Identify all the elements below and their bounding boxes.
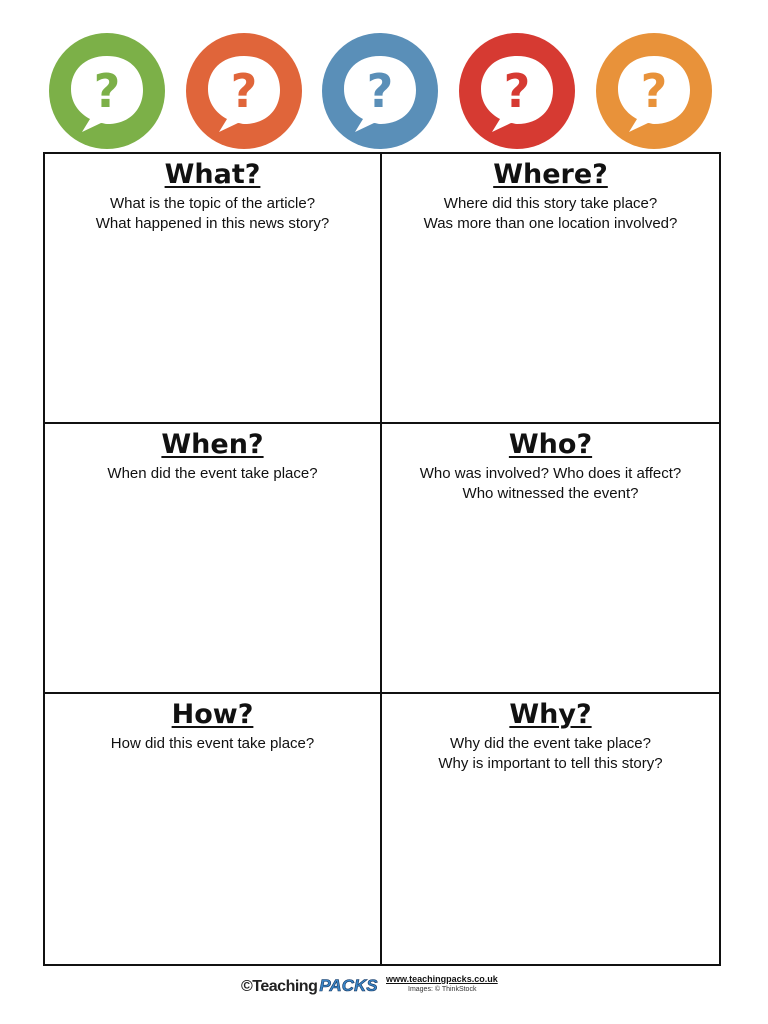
where-title: Where? <box>493 159 608 190</box>
image-credit: Images: © ThinkStock <box>408 986 477 993</box>
website-link[interactable]: www.teachingpacks.co.uk <box>386 974 498 984</box>
where-prompt-line: Where did this story take place? <box>443 195 658 212</box>
question-mark-glyph: ? <box>93 64 121 118</box>
question-bubble-icon <box>186 33 302 149</box>
question-bubble-icon <box>49 33 165 149</box>
footer <box>0 972 768 1002</box>
brand-teaching: Teaching <box>252 978 318 995</box>
brand-packs: PACKS <box>319 976 378 995</box>
what-prompts <box>45 194 380 234</box>
what-title: What? <box>164 159 261 190</box>
how-title: How? <box>171 699 254 730</box>
who-prompt-line: Who witnessed the event? <box>462 485 639 502</box>
icon-row <box>0 0 768 150</box>
question-bubble-icon <box>322 33 438 149</box>
where-box[interactable] <box>382 154 719 424</box>
what-prompt-line: What is the topic of the article? <box>109 195 316 212</box>
how-prompt-line: How did this event take place? <box>110 735 315 752</box>
where-prompts <box>382 194 719 234</box>
how-prompts <box>45 734 380 754</box>
who-prompt-line: Who was involved? Who does it affect? <box>419 465 682 482</box>
why-title: Why? <box>509 699 592 730</box>
question-grid <box>43 152 721 966</box>
why-box[interactable] <box>382 694 719 964</box>
what-box[interactable] <box>45 154 382 424</box>
question-bubble-icon <box>596 33 712 149</box>
question-mark-glyph: ? <box>366 64 394 118</box>
why-prompts <box>382 734 719 774</box>
when-prompts <box>45 464 380 484</box>
why-prompt-line: Why is important to tell this story? <box>438 755 663 772</box>
who-prompts <box>382 464 719 504</box>
question-mark-glyph: ? <box>230 64 258 118</box>
teaching-packs-logo <box>241 976 378 996</box>
question-mark-glyph: ? <box>640 64 668 118</box>
when-box[interactable] <box>45 424 382 694</box>
who-box[interactable] <box>382 424 719 694</box>
footer-meta <box>386 974 498 994</box>
how-box[interactable] <box>45 694 382 964</box>
what-prompt-line: What happened in this news story? <box>95 215 330 232</box>
copyright-symbol: © <box>241 978 253 995</box>
where-prompt-line: Was more than one location involved? <box>423 215 678 232</box>
who-title: Who? <box>508 429 593 460</box>
when-title: When? <box>161 429 264 460</box>
why-prompt-line: Why did the event take place? <box>450 735 651 752</box>
question-bubble-icon <box>459 33 575 149</box>
question-mark-glyph: ? <box>503 64 531 118</box>
when-prompt-line: When did the event take place? <box>107 465 318 482</box>
